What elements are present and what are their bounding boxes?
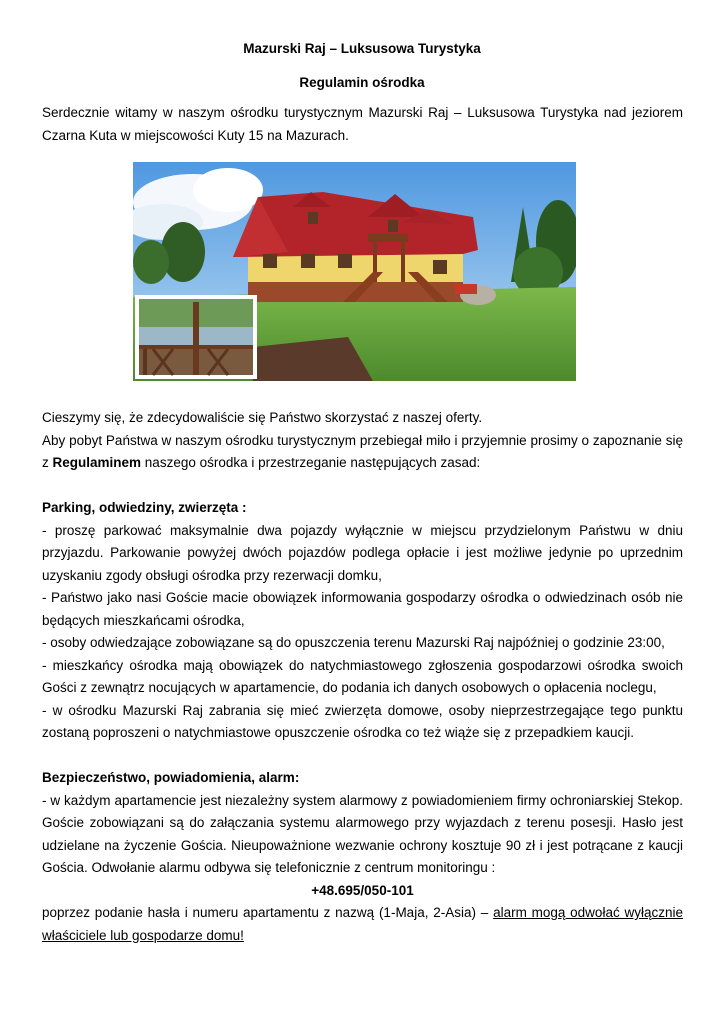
- document-subtitle: Regulamin ośrodka: [299, 75, 425, 90]
- parking-item-3: - osoby odwiedzające zobowiązane są do opuszczenia terenu Mazurski Raj najpóźniej o godzinie 23:00,: [42, 635, 665, 650]
- welcome-line-1: Cieszymy się, że zdecydowaliście się Państwo skorzystać z naszej oferty.: [42, 410, 483, 425]
- parking-item-1: - proszę parkować maksymalnie dwa pojazdy wyłącznie w miejscu przydzielonym Państwu w dniu przyjazdu. Parkowanie powyżej dwóch pojazdów podlega opłacie i jest możliwe jedynie po uprzednim uzyskaniu zgody obsługi ośrodka przy rezerwacji domku,: [42, 522, 683, 583]
- security-after: [42, 902, 683, 947]
- parking-item-2: - Państwo jako nasi Goście macie obowiązek informowania gospodarzy ośrodka o odwiedzinach osób nie będących mieszkańcami ośrodka,: [42, 590, 683, 628]
- document-title: Mazurski Raj – Luksusowa Turystyka: [243, 41, 481, 56]
- intro-paragraph: [42, 102, 683, 147]
- parking-item-4: - mieszkańcy ośrodka mają obowiązek do natychmiastowego zgłoszenia gospodarzowi ośrodka swoich Gości z zewnątrz nocujących w apartamencie, do podania ich danych osobowych o opłacenia noclegu,: [42, 657, 683, 695]
- security-after-text: poprzez podanie hasła i numeru apartamentu z nazwą (1-Maja, 2-Asia) –: [42, 905, 494, 920]
- regulamin-emphasis: Regulaminem: [52, 455, 142, 470]
- house-photo: [133, 162, 576, 381]
- parking-item-5: - w ośrodku Mazurski Raj zabrania się mieć zwierzęta domowe, osoby nieprzestrzegające tego punktu zostaną poproszeni o natychmiastowe opuszczenie ośrodka co też wiąże się z przepadkiem kaucji.: [42, 702, 683, 740]
- welcome-paragraph: [42, 407, 683, 947]
- parking-heading: Parking, odwiedziny, zwierzęta :: [42, 500, 247, 515]
- intro-text: Serdecznie witamy w naszym ośrodku turystycznym Mazurski Raj – Luksusowa Turystyka nad jeziorem Czarna Kuta w miejscowości Kuty 15 na Mazurach.: [42, 105, 683, 143]
- house-photo-icon: [133, 162, 576, 381]
- security-text: - w każdym apartamencie jest niezależny system alarmowy z powiadomieniem firmy ochroniarskiej Stekop. Goście zobowiązani są do załączania systemu alarmowego przy wyjazdach z terenu posesji. Hasło jest udzielane na życzenie Gościa. Nieupoważnione wezwanie ochrony kosztuje 90 zł i jest potrącane z kaucji Gościa. Odwołanie alarmu odbywa się telefonicznie z centrum monitoringu :: [42, 792, 683, 875]
- security-warning: alarm mogą odwołać wyłącznie właściciele lub gospodarze domu!: [42, 905, 683, 943]
- welcome-line-2-text: Aby pobyt Państwa w naszym ośrodku turystycznym przebiegał miło i przyjemnie prosimy o zapoznanie się z: [42, 432, 683, 470]
- welcome-line-2: [42, 430, 683, 475]
- monitoring-phone: +48.695/050-101: [311, 882, 414, 898]
- welcome-line-2-end: naszego ośrodka i przestrzeganie następujących zasad:: [141, 455, 481, 470]
- security-heading: Bezpieczeństwo, powiadomienia, alarm:: [42, 770, 300, 785]
